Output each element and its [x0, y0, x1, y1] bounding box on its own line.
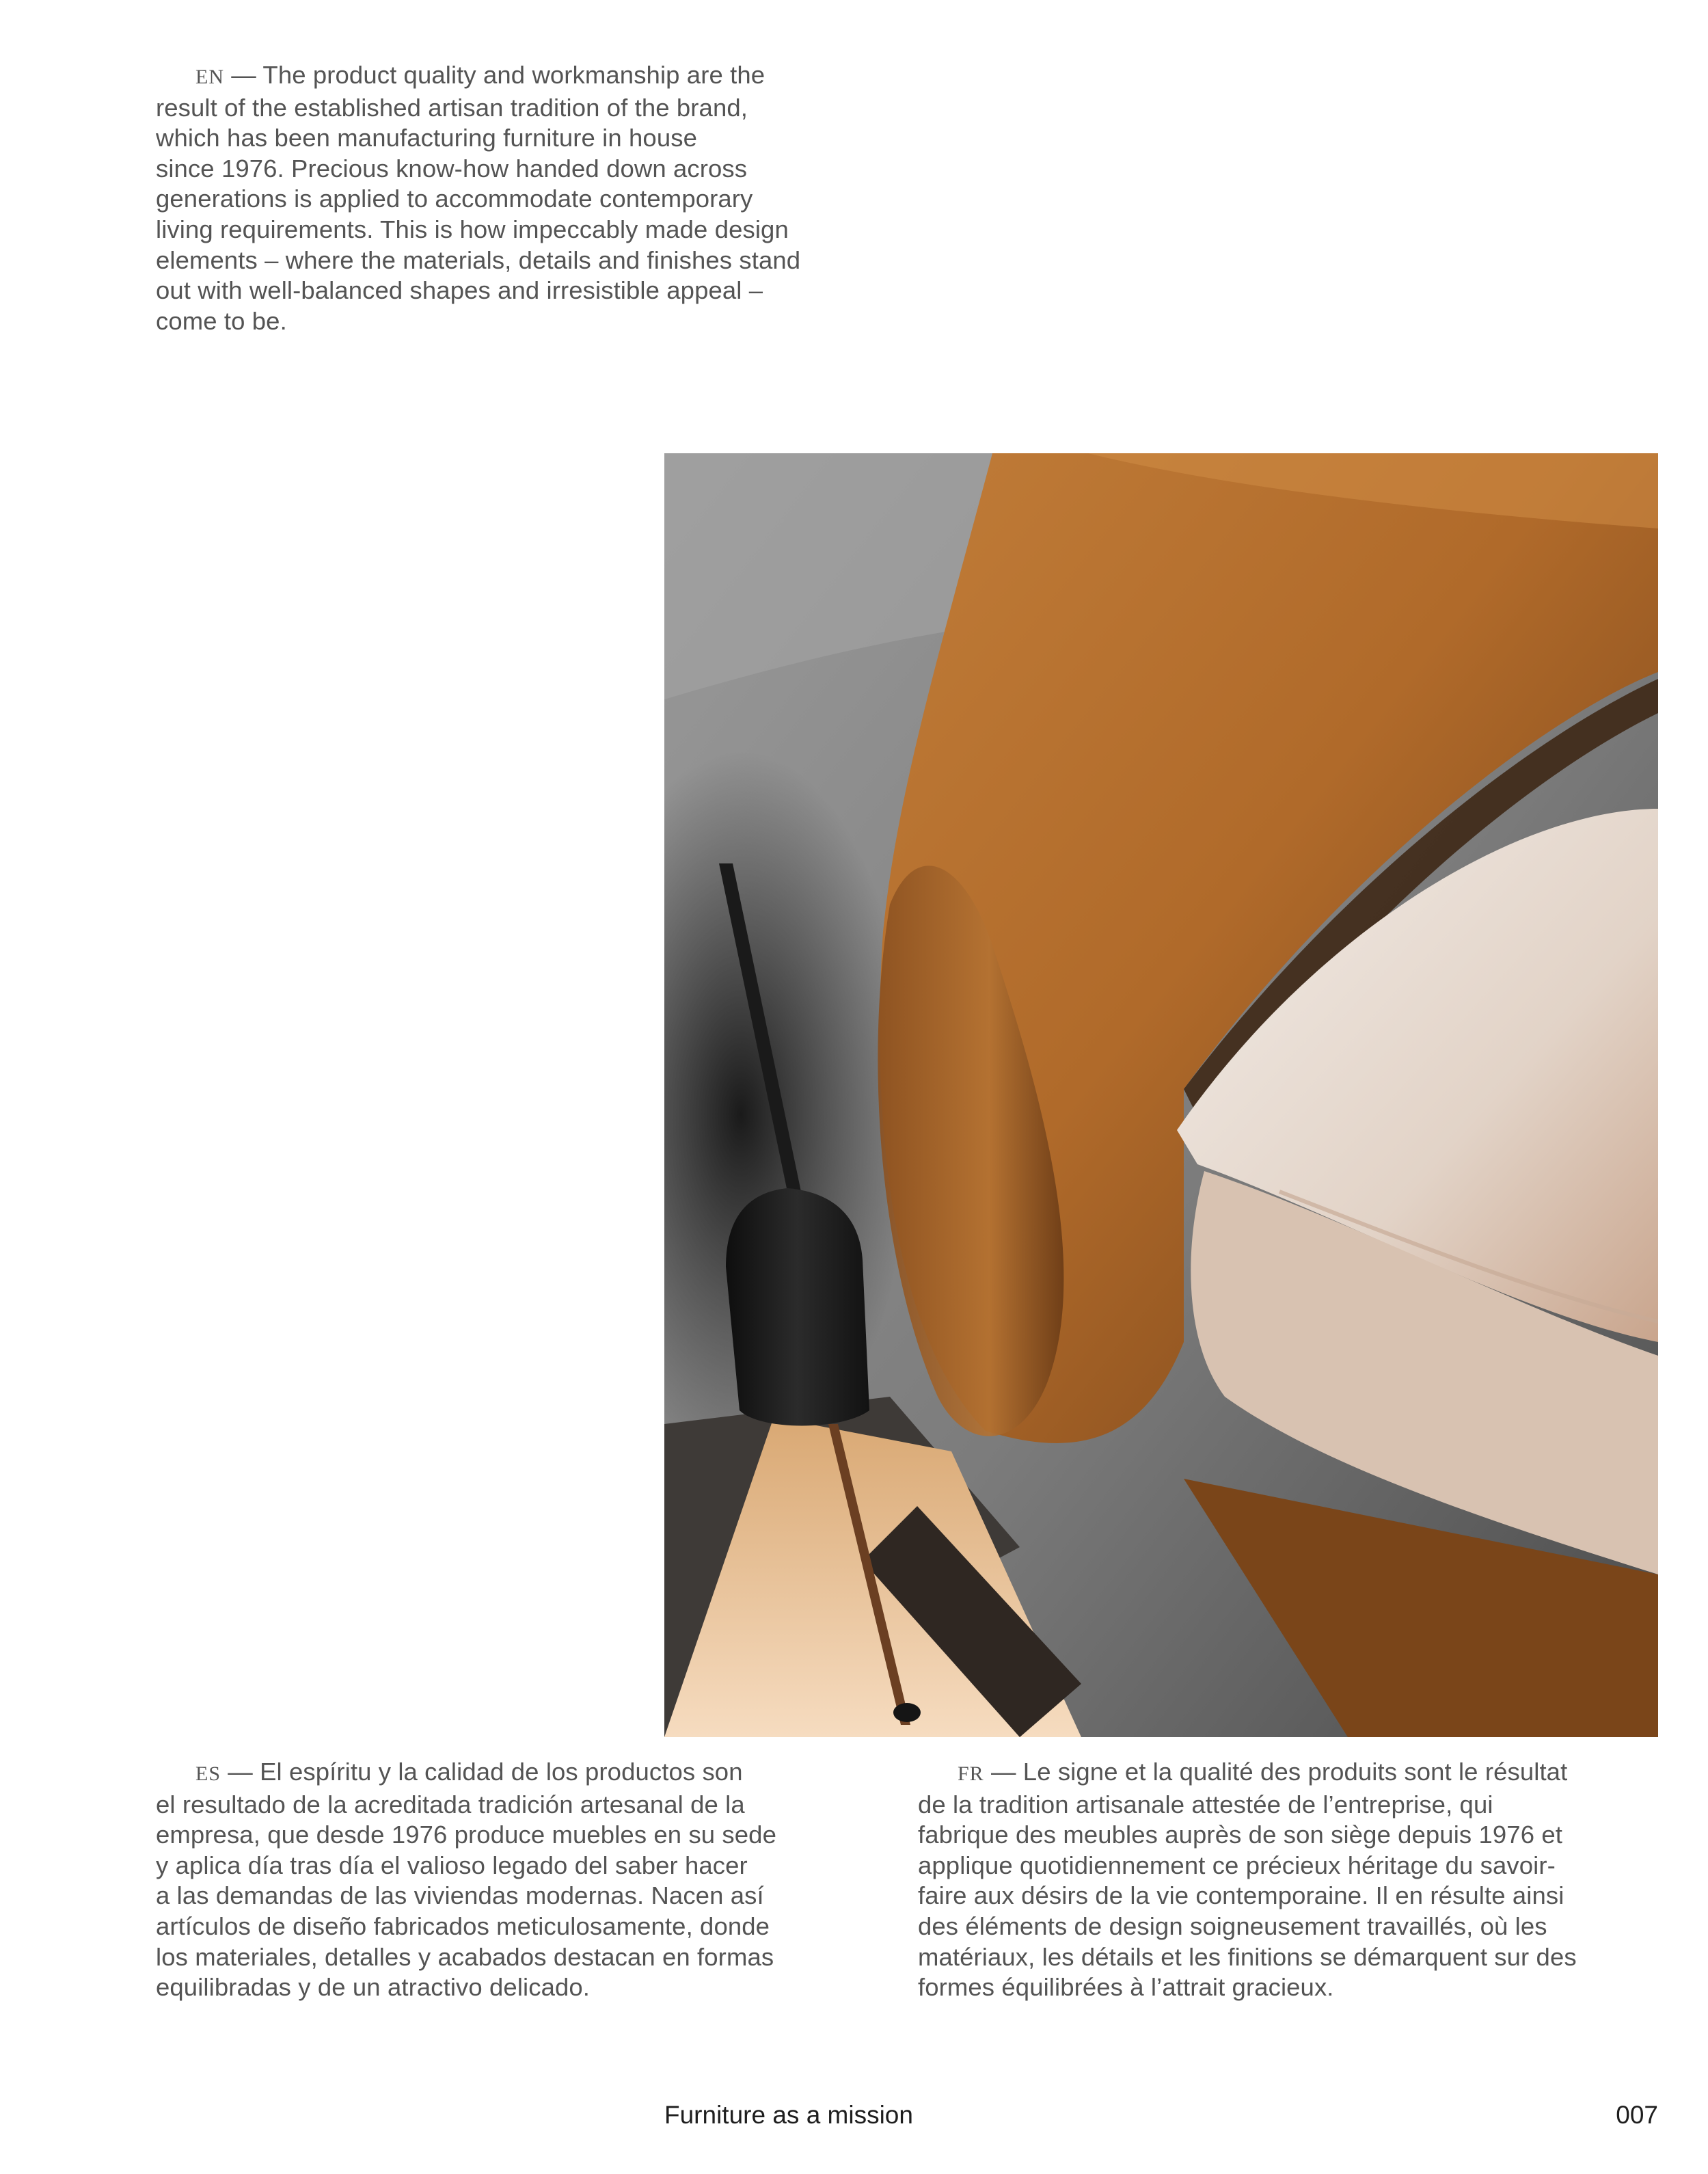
spanish-line-5: a las demandas de las viviendas modernas. Nacen así	[156, 1881, 764, 1910]
spanish-line-7: los materiales, detalles y acabados destacan en formas	[156, 1942, 774, 1971]
spanish-paragraph	[156, 1757, 776, 2003]
french-line-8: formes équilibrées à l’attrait gracieux.	[918, 1973, 1334, 2002]
english-paragraph	[156, 60, 800, 336]
bed-headboard-photo	[664, 453, 1658, 1737]
spanish-line-2: el resultado de la acreditada tradición artesanal de la	[156, 1790, 745, 1819]
english-line-1: EN — The product quality and workmanship are the	[195, 61, 765, 89]
footer-title: Furniture as a mission	[664, 2101, 913, 2129]
spanish-line-4: y aplica día tras día el valioso legado del saber hacer	[156, 1851, 748, 1879]
french-language-tag: FR	[958, 1762, 984, 1785]
spanish-line-8: equilibradas y de un atractivo delicado.	[156, 1973, 591, 2002]
french-line-5: faire aux désirs de la vie contemporaine. Il en résulte ainsi	[918, 1881, 1564, 1910]
french-line-2: de la tradition artisanale attestée de l’entreprise, qui	[918, 1790, 1493, 1819]
spanish-line-3: empresa, que desde 1976 produce muebles en su sede	[156, 1821, 776, 1849]
french-line-1: FR — Le signe et la qualité des produits sont le résultat	[958, 1758, 1568, 1786]
french-line-3: fabrique des meubles auprès de son siège depuis 1976 et	[918, 1821, 1562, 1849]
french-line-6: des éléments de design soigneusement travaillés, où les	[918, 1911, 1547, 1940]
english-line-9: come to be.	[156, 306, 287, 335]
english-language-tag: EN	[195, 66, 224, 88]
english-line-4: since 1976. Precious know-how handed down across	[156, 154, 748, 183]
english-line-5: generations is applied to accommodate contemporary	[156, 185, 753, 213]
english-line-2: result of the established artisan tradition of the brand,	[156, 93, 748, 122]
french-line-7: matériaux, les détails et les finitions se démarquent sur des	[918, 1942, 1577, 1971]
english-line-8: out with well-balanced shapes and irresistible appeal –	[156, 276, 763, 305]
french-line-4: applique quotidiennement ce précieux héritage du savoir-	[918, 1851, 1556, 1879]
spanish-language-tag: ES	[195, 1762, 221, 1785]
page-number: 007	[1616, 2101, 1658, 2129]
english-line-7: elements – where the materials, details and finishes stand	[156, 245, 801, 274]
photo-illustration	[664, 453, 1658, 1737]
english-line-6: living requirements. This is how impeccably made design	[156, 215, 789, 243]
english-line-3: which has been manufacturing furniture in house	[156, 124, 697, 152]
spanish-line-6: artículos de diseño fabricados meticulosamente, donde	[156, 1911, 770, 1940]
spanish-line-1: ES — El espíritu y la calidad de los productos son	[195, 1758, 743, 1786]
french-paragraph	[918, 1757, 1577, 2003]
